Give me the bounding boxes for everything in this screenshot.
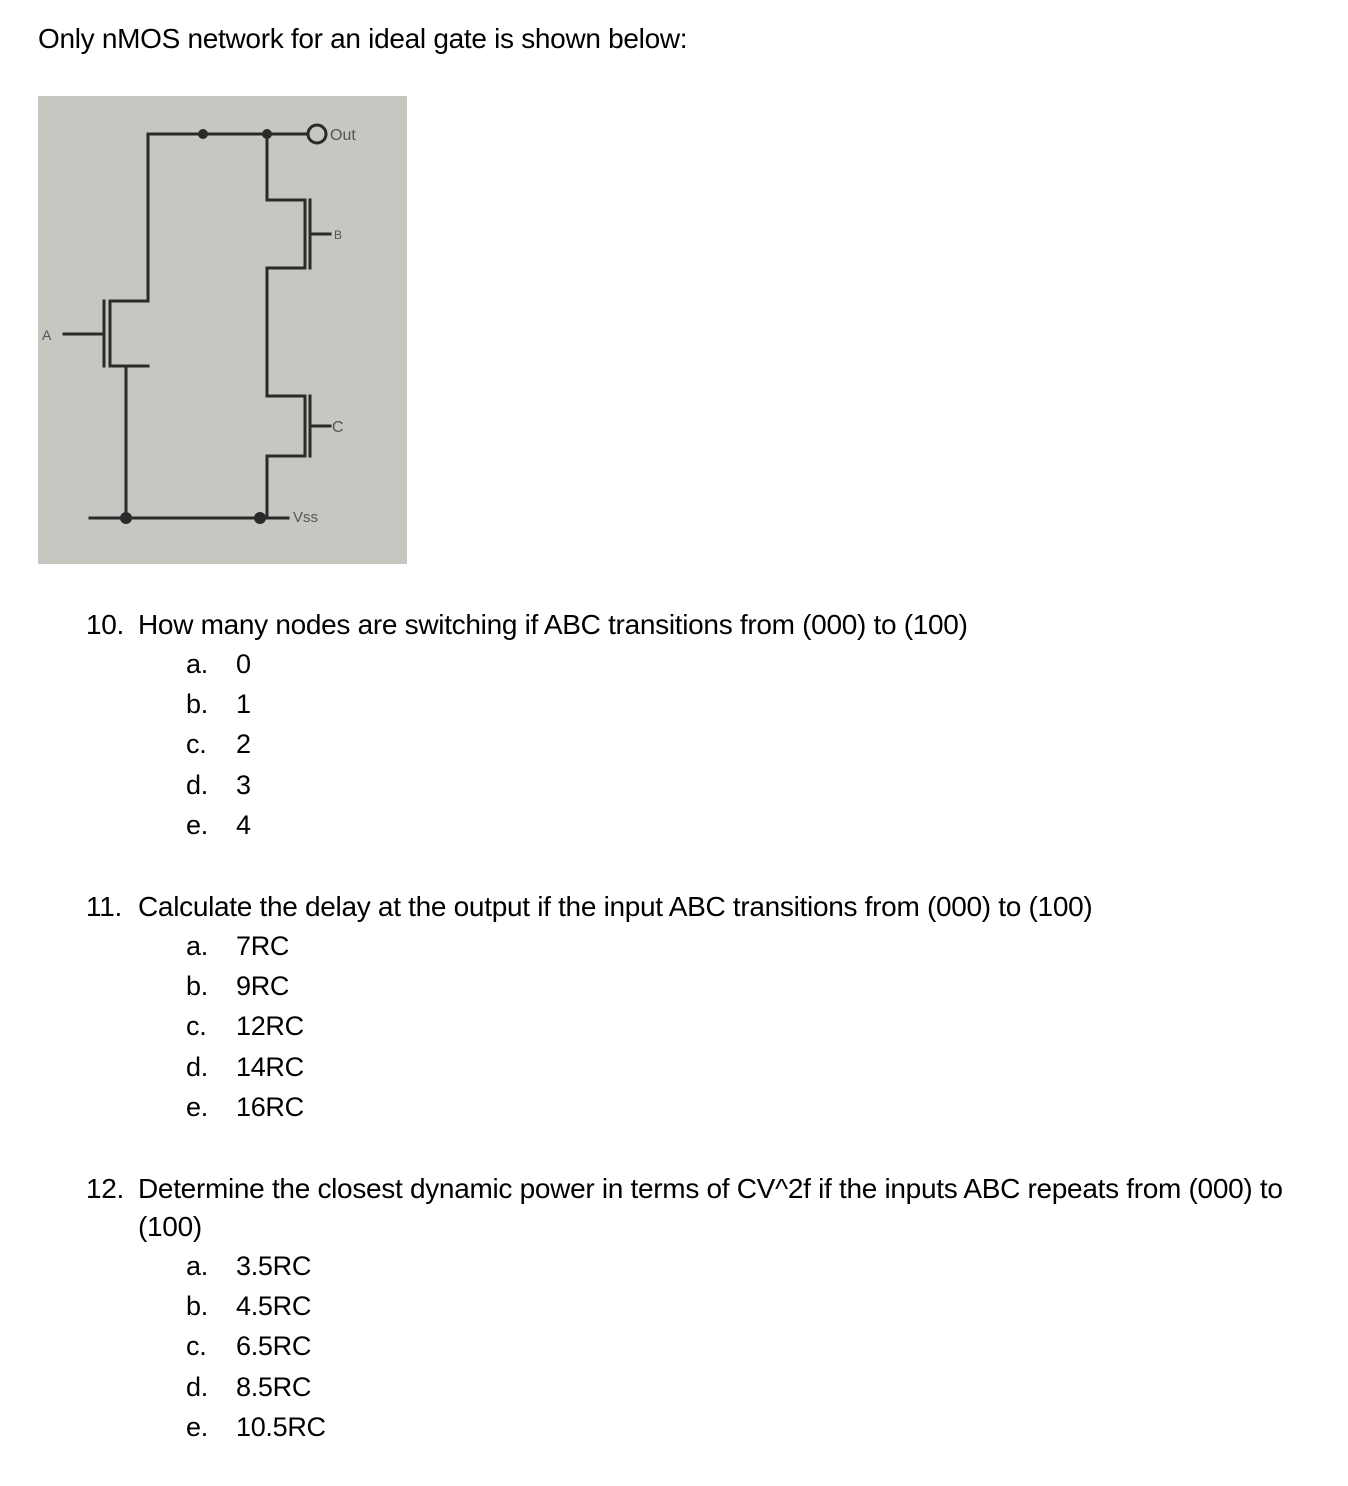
option-letter: d. — [186, 1051, 208, 1082]
question-stem — [86, 1170, 1326, 1246]
option-letter: b. — [186, 1291, 208, 1322]
option-value: 4 — [236, 809, 251, 840]
node-top-left — [198, 129, 208, 139]
option-letter: c. — [186, 729, 207, 760]
option-list — [186, 926, 1326, 1127]
question-text: Determine the closest dynamic power in terms of CV^2f if the inputs ABC repeats from (000) to (100) — [138, 1173, 1283, 1242]
option-c — [186, 724, 1326, 764]
option-letter: e. — [186, 1091, 208, 1122]
question-number: 10. — [86, 609, 125, 640]
nmos-network-figure — [38, 96, 407, 564]
option-a — [186, 644, 1326, 684]
option-value: 9RC — [236, 971, 290, 1002]
option-list — [186, 1246, 1326, 1447]
option-letter: c. — [186, 1011, 207, 1042]
question-number: 11. — [86, 891, 122, 922]
node-bottom-left — [120, 512, 132, 524]
label-vss: Vss — [293, 509, 319, 526]
label-c: C — [332, 419, 344, 436]
option-a — [186, 1246, 1326, 1286]
option-value: 3.5RC — [236, 1251, 312, 1281]
option-value: 3 — [236, 769, 251, 800]
option-letter: e. — [186, 1411, 208, 1442]
option-value: 6.5RC — [236, 1331, 312, 1362]
option-value: 16RC — [236, 1091, 304, 1122]
option-a — [186, 926, 1326, 966]
option-letter: a. — [186, 1251, 208, 1281]
option-letter: a. — [186, 649, 208, 679]
option-d — [186, 1367, 1326, 1407]
option-value: 4.5RC — [236, 1291, 312, 1322]
option-b — [186, 684, 1326, 724]
option-letter: d. — [186, 1371, 208, 1402]
question-text: Calculate the delay at the output if the input ABC transitions from (000) to (100) — [138, 891, 1093, 922]
option-letter: b. — [186, 689, 208, 720]
option-c — [186, 1326, 1326, 1366]
option-d — [186, 765, 1326, 805]
option-e — [186, 805, 1326, 845]
option-list — [186, 644, 1326, 845]
option-value: 7RC — [236, 931, 290, 961]
option-value: 2 — [236, 729, 251, 760]
nmos-schematic — [38, 96, 407, 564]
option-value: 8.5RC — [236, 1371, 312, 1402]
option-value: 12RC — [236, 1011, 304, 1042]
option-letter: d. — [186, 769, 208, 800]
question-12 — [86, 1170, 1326, 1447]
option-b — [186, 966, 1326, 1006]
node-bottom-right — [254, 512, 266, 524]
option-e — [186, 1407, 1326, 1447]
option-b — [186, 1286, 1326, 1326]
option-value: 0 — [236, 649, 251, 679]
question-stem — [86, 888, 1326, 926]
option-letter: e. — [186, 809, 208, 840]
option-letter: b. — [186, 971, 208, 1002]
node-top-right — [262, 129, 272, 139]
option-value: 14RC — [236, 1051, 304, 1082]
option-d — [186, 1047, 1326, 1087]
label-b: B — [334, 228, 343, 242]
label-out: Out — [330, 127, 356, 144]
option-letter: a. — [186, 931, 208, 961]
question-stem — [86, 606, 1326, 644]
option-value: 1 — [236, 689, 251, 720]
question-text: How many nodes are switching if ABC transitions from (000) to (100) — [138, 609, 968, 640]
intro-text: Only nMOS network for an ideal gate is shown below: — [38, 23, 688, 54]
question-number: 12. — [86, 1173, 125, 1204]
figure-background — [38, 96, 407, 564]
option-c — [186, 1006, 1326, 1046]
label-a: A — [42, 327, 52, 343]
question-11 — [86, 888, 1326, 1127]
option-letter: c. — [186, 1331, 207, 1362]
option-e — [186, 1087, 1326, 1127]
question-10 — [86, 606, 1326, 845]
option-value: 10.5RC — [236, 1411, 326, 1442]
